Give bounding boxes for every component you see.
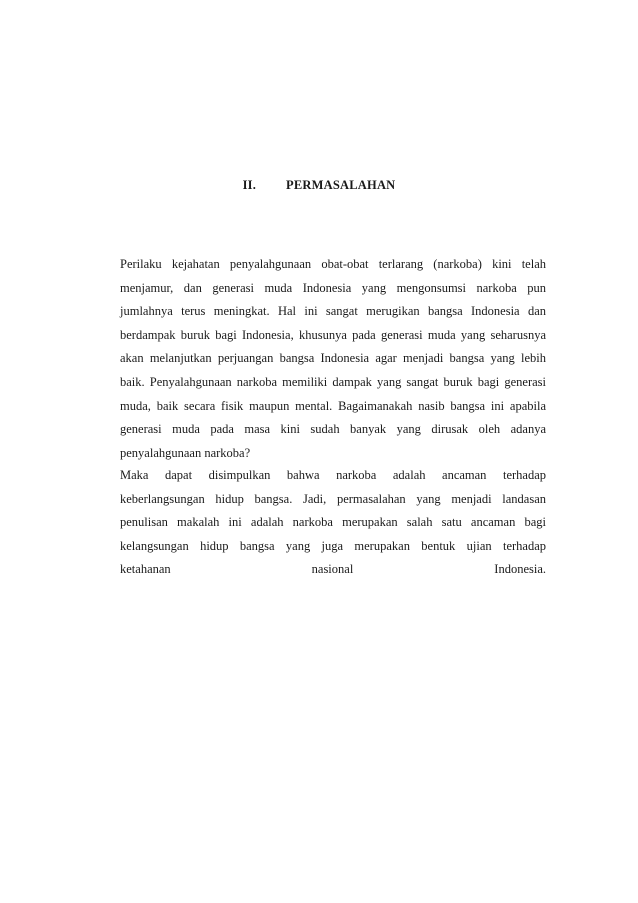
section-number: II. <box>242 178 257 192</box>
text-line: penyalahgunaan narkoba? <box>120 445 251 460</box>
text-line: muda, baik secara fisik maupun mental. Bagaimanakah nasib bangsa ini apabila <box>120 398 546 413</box>
text-line: jumlahnya terus meningkat. Hal ini sangat merugikan bangsa Indonesia dan <box>120 304 546 319</box>
text-line: penulisan makalah ini adalah narkoba merupakan salah satu ancaman bagi <box>120 515 546 530</box>
text-line: menjamur, dan generasi muda Indonesia yang mengonsumsi narkoba pun <box>120 280 546 295</box>
paragraph-2 <box>120 464 546 582</box>
section-title: PERMASALAHAN <box>286 178 396 192</box>
text-line: generasi muda pada masa kini sudah banyak yang dirusak oleh adanya <box>120 422 546 437</box>
text-line: Perilaku kejahatan penyalahgunaan obat-obat terlarang (narkoba) kini telah <box>120 257 546 271</box>
text-line: berdampak buruk bagi Indonesia, khusunya pada generasi muda yang seharusnya <box>120 327 546 342</box>
text-line: Maka dapat disimpulkan bahwa narkoba adalah ancaman terhadap <box>120 468 546 482</box>
section-heading <box>0 178 638 193</box>
text-line: baik. Penyalahgunaan narkoba memiliki dampak yang sangat buruk bagi generasi <box>120 374 546 389</box>
text-line: keberlangsungan hidup bangsa. Jadi, permasalahan yang menjadi landasan <box>120 491 546 506</box>
text-line: ketahanan nasional Indonesia. <box>120 562 546 577</box>
paragraph-1 <box>120 253 546 465</box>
text-line: akan melanjutkan perjuangan bangsa Indonesia agar menjadi bangsa yang lebih <box>120 351 546 366</box>
text-line: kelangsungan hidup bangsa yang juga merupakan bentuk ujian terhadap <box>120 538 546 553</box>
